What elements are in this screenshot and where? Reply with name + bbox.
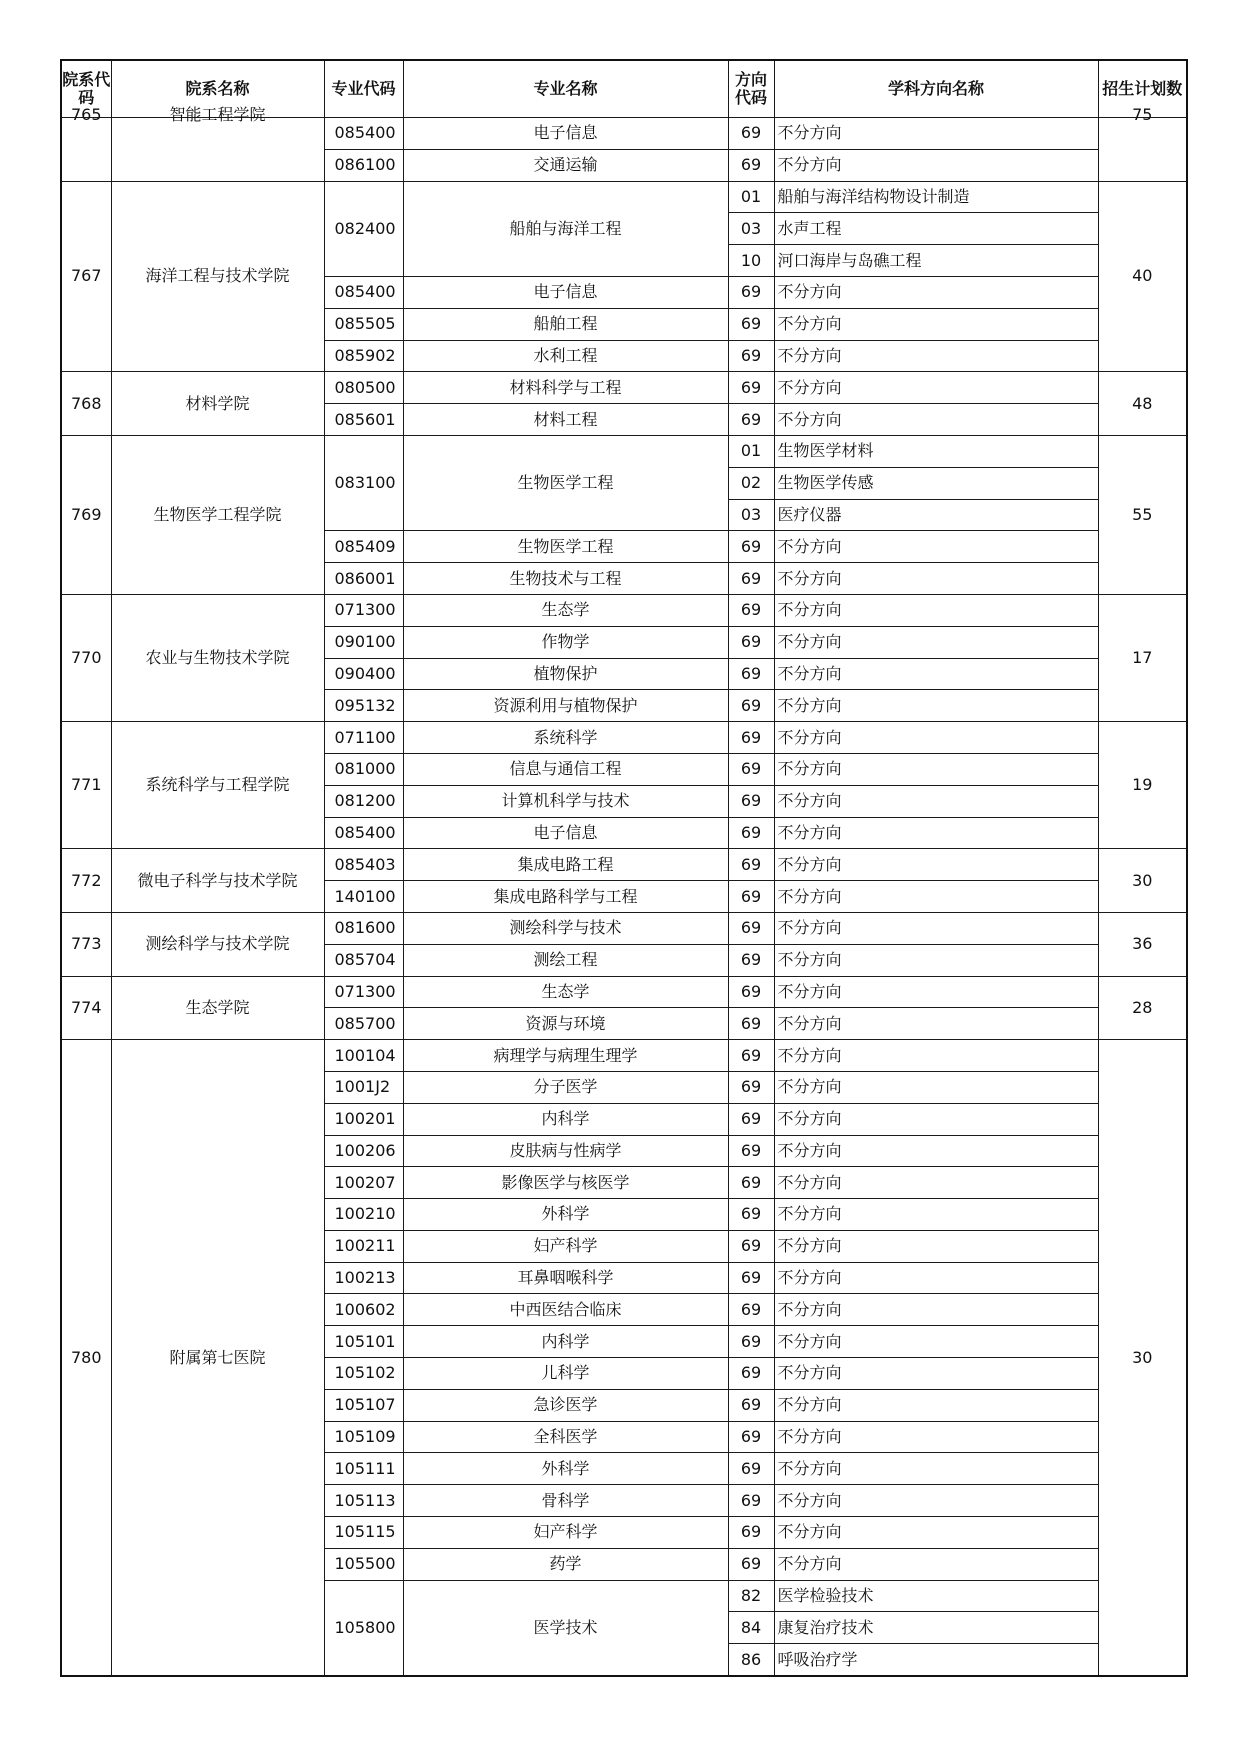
major-code: 083100	[324, 435, 403, 530]
direction-code: 69	[728, 1294, 774, 1326]
direction-name: 不分方向	[774, 912, 1098, 944]
direction-code: 69	[728, 912, 774, 944]
major-name: 外科学	[403, 1453, 728, 1485]
quota-cell	[1098, 105, 1187, 182]
header-quota: 招生计划数	[1098, 60, 1187, 118]
direction-code: 69	[728, 785, 774, 817]
direction-code: 69	[728, 1103, 774, 1135]
direction-name: 不分方向	[774, 372, 1098, 404]
direction-name: 不分方向	[774, 785, 1098, 817]
direction-name: 不分方向	[774, 1040, 1098, 1072]
major-name: 分子医学	[403, 1071, 728, 1103]
direction-code: 69	[728, 1421, 774, 1453]
direction-name: 不分方向	[774, 1103, 1098, 1135]
major-code: 082400	[324, 181, 403, 276]
major-code: 080500	[324, 372, 403, 404]
direction-code: 69	[728, 1485, 774, 1517]
direction-name: 不分方向	[774, 690, 1098, 722]
direction-code: 69	[728, 340, 774, 372]
direction-name: 不分方向	[774, 722, 1098, 754]
major-name: 外科学	[403, 1199, 728, 1231]
direction-code: 69	[728, 1199, 774, 1231]
header-direction-code: 方向代码	[728, 60, 774, 118]
quota: 28	[1098, 976, 1187, 1040]
direction-name: 不分方向	[774, 1294, 1098, 1326]
quota: 17	[1098, 594, 1187, 721]
major-code: 071100	[324, 722, 403, 754]
direction-code: 69	[728, 722, 774, 754]
major-name: 生物医学工程	[403, 531, 728, 563]
major-code: 105111	[324, 1453, 403, 1485]
major-code: 085704	[324, 944, 403, 976]
direction-name: 不分方向	[774, 563, 1098, 595]
direction-name: 不分方向	[774, 1135, 1098, 1167]
major-code: 140100	[324, 881, 403, 913]
dept-name: 附属第七医院	[111, 1040, 324, 1676]
direction-code: 69	[728, 308, 774, 340]
major-name: 计算机科学与技术	[403, 785, 728, 817]
major-name: 电子信息	[403, 118, 728, 150]
direction-name: 不分方向	[774, 1230, 1098, 1262]
major-name: 儿科学	[403, 1358, 728, 1390]
direction-name: 不分方向	[774, 753, 1098, 785]
direction-name: 不分方向	[774, 340, 1098, 372]
major-code: 105500	[324, 1548, 403, 1580]
major-code: 100210	[324, 1199, 403, 1231]
major-code: 081000	[324, 753, 403, 785]
major-name: 材料科学与工程	[403, 372, 728, 404]
direction-name: 不分方向	[774, 1326, 1098, 1358]
major-code: 086001	[324, 563, 403, 595]
table-row	[61, 1040, 1187, 1072]
major-name: 测绘工程	[403, 944, 728, 976]
direction-code: 69	[728, 626, 774, 658]
direction-code: 69	[728, 1358, 774, 1390]
quota: 36	[1098, 912, 1187, 976]
direction-code: 69	[728, 658, 774, 690]
dept-name: 微电子科学与技术学院	[111, 849, 324, 913]
major-name: 作物学	[403, 626, 728, 658]
major-name: 药学	[403, 1548, 728, 1580]
major-name: 生态学	[403, 976, 728, 1008]
direction-code: 84	[728, 1612, 774, 1644]
major-code: 085601	[324, 404, 403, 436]
major-name: 集成电路科学与工程	[403, 881, 728, 913]
header-direction-name: 学科方向名称	[774, 60, 1098, 118]
direction-name: 不分方向	[774, 849, 1098, 881]
direction-code: 69	[728, 1326, 774, 1358]
major-name: 医学技术	[403, 1580, 728, 1676]
header-dept-code: 院系代码	[61, 60, 111, 118]
direction-name: 医疗仪器	[774, 499, 1098, 531]
direction-name: 不分方向	[774, 1008, 1098, 1040]
quota: 55	[1098, 435, 1187, 594]
direction-name: 不分方向	[774, 308, 1098, 340]
direction-name: 水声工程	[774, 213, 1098, 245]
direction-name: 不分方向	[774, 1262, 1098, 1294]
direction-name: 生物医学材料	[774, 435, 1098, 467]
major-name: 皮肤病与性病学	[403, 1135, 728, 1167]
major-name: 电子信息	[403, 817, 728, 849]
direction-name: 不分方向	[774, 531, 1098, 563]
major-name: 急诊医学	[403, 1389, 728, 1421]
dept-name: 农业与生物技术学院	[111, 594, 324, 721]
table-row	[61, 849, 1187, 881]
direction-name: 医学检验技术	[774, 1580, 1098, 1612]
direction-name: 不分方向	[774, 944, 1098, 976]
direction-name: 不分方向	[774, 976, 1098, 1008]
major-code: 085409	[324, 531, 403, 563]
table-row	[61, 722, 1187, 754]
major-name: 耳鼻咽喉科学	[403, 1262, 728, 1294]
direction-code: 69	[728, 817, 774, 849]
direction-name: 不分方向	[774, 276, 1098, 308]
direction-code: 69	[728, 944, 774, 976]
dept-name: 智能工程学院	[169, 105, 266, 124]
table-row	[61, 594, 1187, 626]
major-name: 妇产科学	[403, 1230, 728, 1262]
major-code: 100213	[324, 1262, 403, 1294]
major-name: 病理学与病理生理学	[403, 1040, 728, 1072]
major-name: 内科学	[403, 1326, 728, 1358]
table-row	[61, 976, 1187, 1008]
direction-code: 69	[728, 1517, 774, 1549]
major-code: 105113	[324, 1485, 403, 1517]
major-code: 071300	[324, 594, 403, 626]
dept-name: 测绘科学与技术学院	[111, 912, 324, 976]
direction-code: 69	[728, 1230, 774, 1262]
dept-name: 生态学院	[111, 976, 324, 1040]
direction-code: 03	[728, 499, 774, 531]
major-code: 085505	[324, 308, 403, 340]
direction-code: 69	[728, 1167, 774, 1199]
quota: 30	[1098, 1040, 1187, 1676]
dept-code: 772	[61, 849, 111, 913]
direction-code: 69	[728, 276, 774, 308]
quota: 30	[1098, 849, 1187, 913]
direction-code: 69	[728, 753, 774, 785]
major-name: 生物医学工程	[403, 435, 728, 530]
direction-name: 不分方向	[774, 404, 1098, 436]
major-name: 材料工程	[403, 404, 728, 436]
header-major-name: 专业名称	[403, 60, 728, 118]
major-name: 生态学	[403, 594, 728, 626]
dept-code: 774	[61, 976, 111, 1040]
major-code: 085400	[324, 118, 403, 150]
direction-name: 不分方向	[774, 1199, 1098, 1231]
major-name: 信息与通信工程	[403, 753, 728, 785]
major-code: 086100	[324, 149, 403, 181]
direction-code: 82	[728, 1580, 774, 1612]
direction-name: 船舶与海洋结构物设计制造	[774, 181, 1098, 213]
major-code: 095132	[324, 690, 403, 722]
table-row	[61, 181, 1187, 213]
major-code: 100211	[324, 1230, 403, 1262]
major-name: 影像医学与核医学	[403, 1167, 728, 1199]
direction-name: 不分方向	[774, 881, 1098, 913]
dept-name: 生物医学工程学院	[111, 435, 324, 594]
major-code: 081600	[324, 912, 403, 944]
header-major-code: 专业代码	[324, 60, 403, 118]
table-row	[61, 118, 1187, 150]
direction-code: 69	[728, 1548, 774, 1580]
direction-name: 呼吸治疗学	[774, 1644, 1098, 1676]
major-name: 电子信息	[403, 276, 728, 308]
direction-name: 不分方向	[774, 1071, 1098, 1103]
dept-code: 780	[61, 1040, 111, 1676]
direction-code: 69	[728, 149, 774, 181]
header-dept-name: 院系名称	[111, 60, 324, 118]
dept-name: 系统科学与工程学院	[111, 722, 324, 849]
dept-name-cell	[111, 105, 324, 182]
quota: 40	[1098, 181, 1187, 372]
direction-code: 69	[728, 531, 774, 563]
major-code: 100602	[324, 1294, 403, 1326]
major-code: 105101	[324, 1326, 403, 1358]
direction-name: 不分方向	[774, 817, 1098, 849]
major-code: 105115	[324, 1517, 403, 1549]
major-name: 集成电路工程	[403, 849, 728, 881]
direction-code: 69	[728, 1040, 774, 1072]
major-code: 100207	[324, 1167, 403, 1199]
major-code: 105800	[324, 1580, 403, 1676]
major-code: 090100	[324, 626, 403, 658]
major-name: 交通运输	[403, 149, 728, 181]
direction-code: 69	[728, 1071, 774, 1103]
direction-code: 01	[728, 435, 774, 467]
direction-name: 不分方向	[774, 1358, 1098, 1390]
major-code: 085700	[324, 1008, 403, 1040]
quota: 48	[1098, 372, 1187, 436]
direction-code: 69	[728, 976, 774, 1008]
major-name: 全科医学	[403, 1421, 728, 1453]
direction-name: 生物医学传感	[774, 467, 1098, 499]
dept-name: 海洋工程与技术学院	[111, 181, 324, 372]
direction-name: 不分方向	[774, 594, 1098, 626]
major-name: 船舶与海洋工程	[403, 181, 728, 276]
direction-name: 不分方向	[774, 1389, 1098, 1421]
quota: 19	[1098, 722, 1187, 849]
direction-code: 69	[728, 690, 774, 722]
dept-code: 773	[61, 912, 111, 976]
direction-code: 69	[728, 1389, 774, 1421]
major-name: 骨科学	[403, 1485, 728, 1517]
table-row	[61, 912, 1187, 944]
major-code: 085400	[324, 817, 403, 849]
direction-name: 不分方向	[774, 1453, 1098, 1485]
table-row	[61, 372, 1187, 404]
major-name: 中西医结合临床	[403, 1294, 728, 1326]
direction-name: 不分方向	[774, 1548, 1098, 1580]
direction-code: 69	[728, 404, 774, 436]
direction-name: 不分方向	[774, 1167, 1098, 1199]
major-code: 071300	[324, 976, 403, 1008]
major-code: 100206	[324, 1135, 403, 1167]
major-code: 105109	[324, 1421, 403, 1453]
major-name: 资源与环境	[403, 1008, 728, 1040]
major-name: 测绘科学与技术	[403, 912, 728, 944]
major-code: 100201	[324, 1103, 403, 1135]
major-code: 085403	[324, 849, 403, 881]
major-name: 系统科学	[403, 722, 728, 754]
direction-code: 69	[728, 118, 774, 150]
direction-code: 69	[728, 849, 774, 881]
direction-name: 不分方向	[774, 658, 1098, 690]
quota: 75	[1132, 105, 1153, 124]
direction-name: 不分方向	[774, 1421, 1098, 1453]
dept-code: 768	[61, 372, 111, 436]
direction-name: 康复治疗技术	[774, 1612, 1098, 1644]
major-code: 081200	[324, 785, 403, 817]
major-name: 船舶工程	[403, 308, 728, 340]
direction-code: 69	[728, 563, 774, 595]
major-code: 1001J2	[324, 1071, 403, 1103]
direction-code: 01	[728, 181, 774, 213]
dept-code: 765	[70, 105, 102, 124]
enrollment-plan-sheet	[60, 59, 1186, 1699]
enrollment-plan-table	[60, 59, 1188, 1677]
direction-code: 69	[728, 881, 774, 913]
major-code: 085400	[324, 276, 403, 308]
direction-name: 不分方向	[774, 1517, 1098, 1549]
major-code: 105107	[324, 1389, 403, 1421]
direction-code: 10	[728, 245, 774, 277]
dept-code: 770	[61, 594, 111, 721]
dept-code-cell	[61, 105, 111, 182]
direction-name: 河口海岸与岛礁工程	[774, 245, 1098, 277]
major-name: 妇产科学	[403, 1517, 728, 1549]
direction-code: 69	[728, 1262, 774, 1294]
direction-name: 不分方向	[774, 149, 1098, 181]
direction-code: 69	[728, 1135, 774, 1167]
direction-code: 86	[728, 1644, 774, 1676]
table-row	[61, 435, 1187, 467]
major-code: 090400	[324, 658, 403, 690]
direction-code: 69	[728, 1453, 774, 1485]
major-name: 内科学	[403, 1103, 728, 1135]
direction-code: 69	[728, 594, 774, 626]
dept-name: 材料学院	[111, 372, 324, 436]
direction-code: 02	[728, 467, 774, 499]
major-name: 生物技术与工程	[403, 563, 728, 595]
direction-name: 不分方向	[774, 118, 1098, 150]
table-body	[61, 105, 1187, 1677]
major-code: 100104	[324, 1040, 403, 1072]
dept-code: 769	[61, 435, 111, 594]
major-name: 资源利用与植物保护	[403, 690, 728, 722]
major-code: 085902	[324, 340, 403, 372]
direction-code: 69	[728, 372, 774, 404]
dept-code: 767	[61, 181, 111, 372]
direction-name: 不分方向	[774, 626, 1098, 658]
direction-code: 03	[728, 213, 774, 245]
major-code: 105102	[324, 1358, 403, 1390]
major-name: 水利工程	[403, 340, 728, 372]
direction-code: 69	[728, 1008, 774, 1040]
direction-name: 不分方向	[774, 1485, 1098, 1517]
major-name: 植物保护	[403, 658, 728, 690]
dept-code: 771	[61, 722, 111, 849]
